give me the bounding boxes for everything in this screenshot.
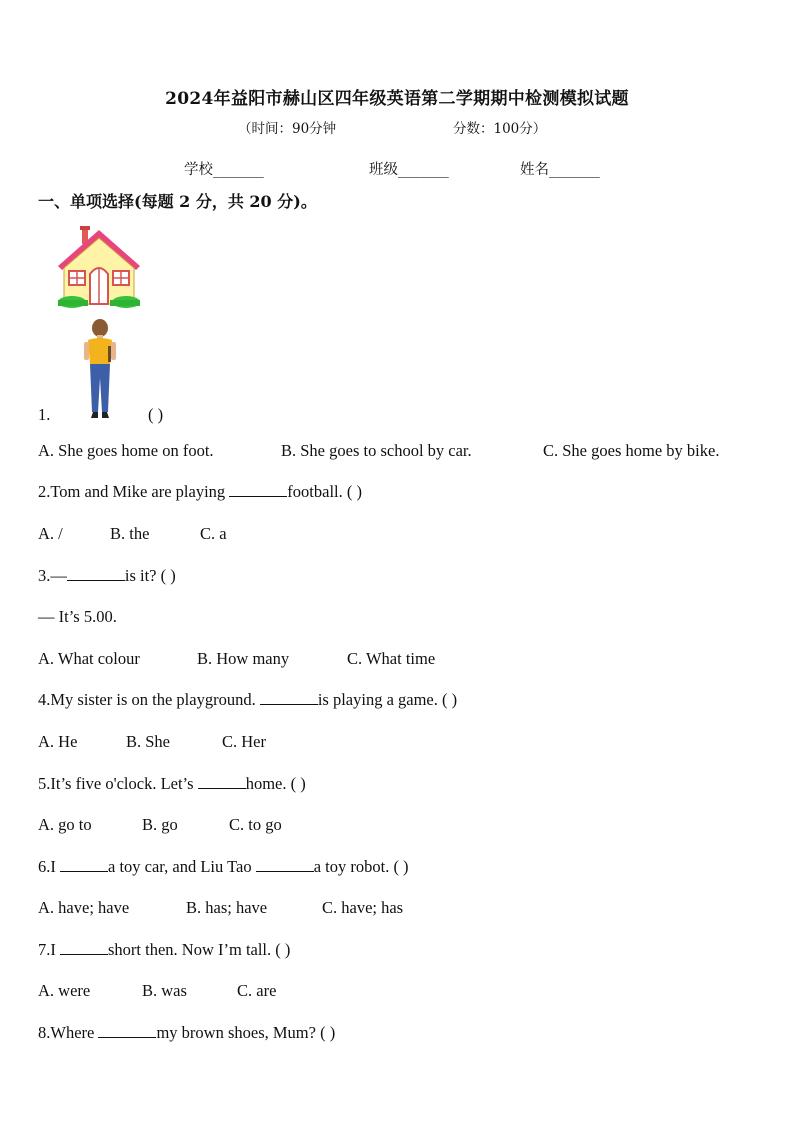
question-3	[38, 566, 176, 586]
question-2-option-b[interactable]: B. the	[110, 524, 150, 543]
question-3-answer-line: — It’s 5.00.	[38, 607, 117, 626]
question-1-option-c[interactable]: C. She goes home by bike.	[543, 441, 720, 460]
question-1-number: 1.	[38, 405, 51, 424]
school-field[interactable]: 学校_______	[184, 162, 264, 178]
question-7-option-c[interactable]: C. are	[237, 981, 277, 1000]
question-4-option-a[interactable]: A. He	[38, 732, 78, 751]
question-2	[38, 482, 362, 502]
question-8-blank[interactable]	[98, 1023, 156, 1038]
question-5-text: 5.It’s five o'clock. Let’s	[38, 774, 198, 793]
question-5-option-b[interactable]: B. go	[142, 815, 178, 834]
question-5-blank[interactable]	[198, 774, 246, 789]
question-6-option-b[interactable]: B. has; have	[186, 898, 268, 917]
question-4-option-c[interactable]: C. Her	[222, 732, 266, 751]
question-6-text-mid: a toy car, and Liu Tao	[108, 857, 256, 876]
question-3-option-c[interactable]: C. What time	[347, 649, 436, 668]
question-6	[38, 857, 409, 877]
question-4	[38, 690, 457, 710]
question-3-option-a[interactable]: A. What colour	[38, 649, 140, 668]
section-heading: 一、单项选择(每题 2 分，共 20 分)。	[38, 192, 317, 211]
question-4-option-b[interactable]: B. She	[126, 732, 171, 751]
question-1	[38, 405, 50, 425]
question-4-text: 4.My sister is on the playground.	[38, 690, 260, 709]
class-field[interactable]: 班级_______	[369, 162, 449, 178]
name-field[interactable]: 姓名_______	[520, 162, 600, 178]
question-1-option-a[interactable]: A. She goes home on foot.	[38, 441, 214, 460]
question-3-text: 3.—	[38, 566, 67, 585]
question-6-text-end: a toy robot. ( )	[313, 857, 409, 876]
question-7-blank[interactable]	[60, 940, 108, 955]
question-7-option-b[interactable]: B. was	[142, 981, 187, 1000]
question-2-text: 2.Tom and Mike are playing	[38, 482, 230, 501]
question-1-answer-paren[interactable]: ( )	[148, 405, 164, 424]
house-icon	[54, 224, 144, 312]
question-3-text-end: is it? ( )	[124, 566, 176, 585]
question-2-option-c[interactable]: C. a	[200, 524, 227, 543]
question-6-blank-1[interactable]	[60, 857, 108, 872]
girl-walking-icon	[80, 318, 120, 422]
question-7-text-end: short then. Now I’m tall. ( )	[108, 940, 291, 959]
question-7-option-a[interactable]: A. were	[38, 981, 91, 1000]
question-7-text: 7.I	[38, 940, 60, 959]
question-6-option-c[interactable]: C. have; has	[322, 898, 404, 917]
question-2-text-end: football. ( )	[287, 482, 362, 501]
question-8-text: 8.Where	[38, 1023, 99, 1042]
question-6-option-a[interactable]: A. have; have	[38, 898, 130, 917]
question-2-option-a[interactable]: A. /	[38, 524, 63, 543]
question-5	[38, 774, 306, 794]
question-5-option-a[interactable]: A. go to	[38, 815, 92, 834]
question-5-option-c[interactable]: C. to go	[229, 815, 282, 834]
question-3-blank[interactable]	[67, 566, 125, 581]
question-6-blank-2[interactable]	[256, 857, 314, 872]
question-8	[38, 1023, 335, 1043]
question-3-option-b[interactable]: B. How many	[197, 649, 290, 668]
question-8-text-end: my brown shoes, Mum? ( )	[156, 1023, 336, 1042]
question-4-text-end: is playing a game. ( )	[317, 690, 458, 709]
question-7	[38, 940, 290, 960]
question-1-option-b[interactable]: B. She goes to school by car.	[281, 441, 472, 460]
question-5-text-end: home. ( )	[245, 774, 306, 793]
exam-time: （时间：90分钟	[238, 121, 337, 137]
question-4-blank[interactable]	[260, 690, 318, 705]
page-title: 2024年益阳市赫山区四年级英语第二学期期中检测模拟试题	[165, 89, 629, 109]
question-6-text: 6.I	[38, 857, 60, 876]
exam-score: 分数：100分）	[453, 121, 547, 137]
question-2-blank[interactable]	[229, 482, 287, 497]
